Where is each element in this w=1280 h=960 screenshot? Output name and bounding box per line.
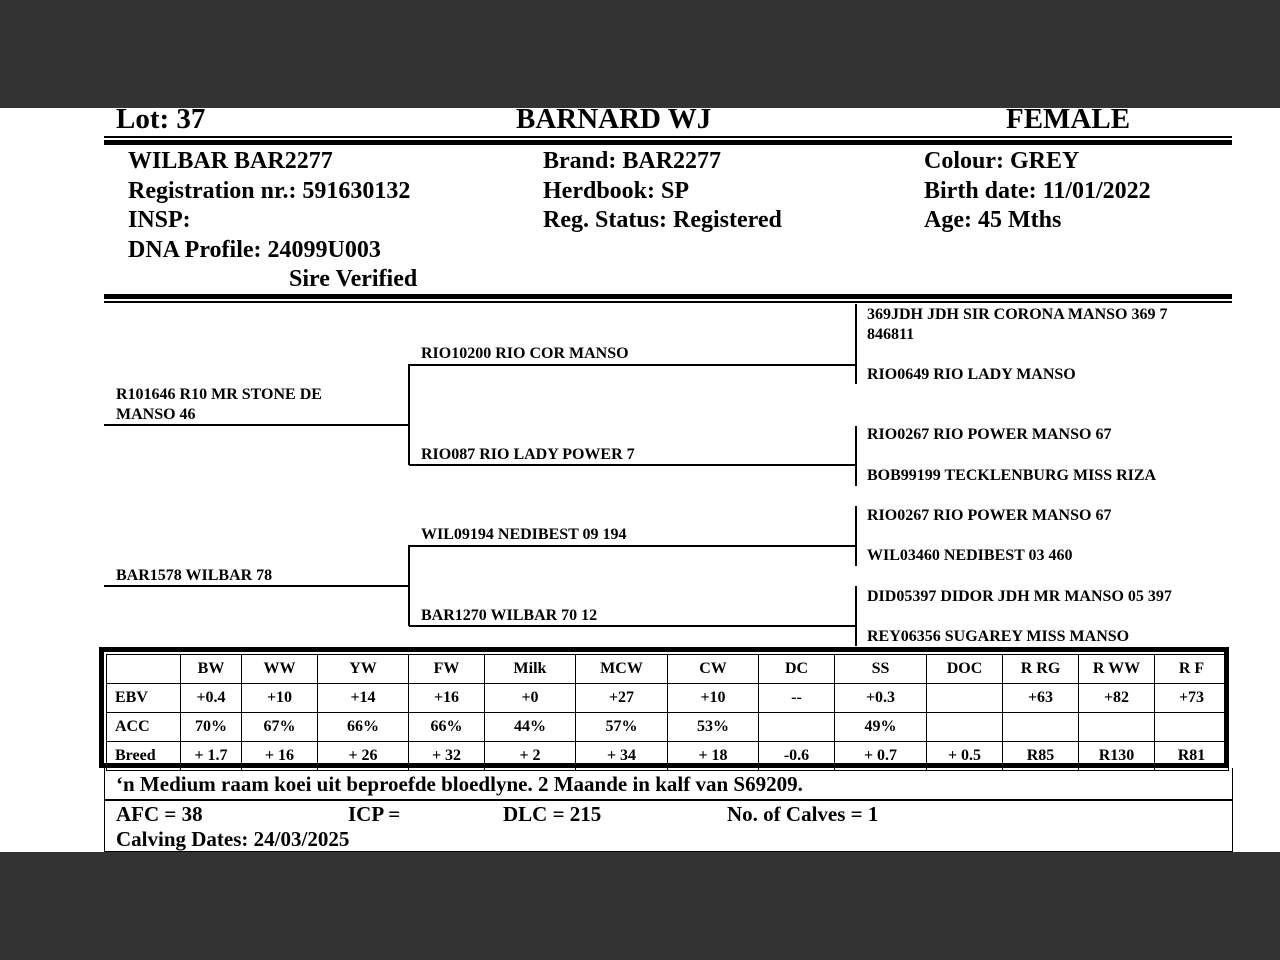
row-header: EBV <box>107 684 181 713</box>
calving-dates: Calving Dates: 24/03/2025 <box>116 827 350 851</box>
dam-sire: WIL09194 NEDIBEST 09 194 <box>421 526 627 543</box>
dam: BAR1578 WILBAR 78 <box>116 567 273 584</box>
table-cell: + 0.5 <box>927 742 1003 771</box>
table-cell: + 16 <box>242 742 318 771</box>
info-rule-thin <box>104 301 1232 303</box>
column-header <box>107 655 181 684</box>
pedigree-line <box>409 545 856 547</box>
table-cell: 66% <box>318 713 409 742</box>
row-header: Breed <box>107 742 181 771</box>
table-cell: 67% <box>242 713 318 742</box>
sire-sire: RIO10200 RIO COR MANSO <box>421 345 629 362</box>
table-cell: 66% <box>409 713 485 742</box>
info-rule-thick <box>104 294 1232 299</box>
pedigree-bracket <box>408 364 410 465</box>
table-cell: -- <box>759 684 835 713</box>
icp-value: ICP = <box>348 802 401 826</box>
owner-name: BARNARD WJ <box>516 108 712 135</box>
ebv-header-row <box>107 655 1229 684</box>
header-rule-thick <box>104 140 1232 145</box>
table-cell: +0 <box>485 684 576 713</box>
column-header: R F <box>1155 655 1229 684</box>
brand: Brand: BAR2277 <box>543 148 722 174</box>
dam-dam: BAR1270 WILBAR 70 12 <box>421 607 598 624</box>
column-header: DC <box>759 655 835 684</box>
table-cell: + 34 <box>576 742 668 771</box>
row-header: ACC <box>107 713 181 742</box>
table-cell: +16 <box>409 684 485 713</box>
table-cell: 57% <box>576 713 668 742</box>
column-header: R WW <box>1079 655 1155 684</box>
table-cell: 53% <box>668 713 759 742</box>
age: Age: 45 Mths <box>924 207 1062 233</box>
comment-text: ‘n Medium raam koei uit beproefde bloedlyne. 2 Maande in kalf van S69209. <box>116 772 803 796</box>
pedigree-bracket <box>855 426 857 486</box>
table-cell: +14 <box>318 684 409 713</box>
table-cell: +63 <box>1003 684 1079 713</box>
table-cell: + 2 <box>485 742 576 771</box>
column-header: YW <box>318 655 409 684</box>
table-cell: +10 <box>668 684 759 713</box>
column-header: R RG <box>1003 655 1079 684</box>
column-header: WW <box>242 655 318 684</box>
table-cell: +0.3 <box>835 684 927 713</box>
footer-divider <box>104 799 1233 801</box>
pedigree-bracket <box>855 586 857 646</box>
table-cell: R85 <box>1003 742 1079 771</box>
table-cell <box>927 684 1003 713</box>
table-cell: -0.6 <box>759 742 835 771</box>
insp-label: INSP: <box>128 207 191 233</box>
table-cell: +73 <box>1155 684 1229 713</box>
gg-sire-sire-dam: RIO0649 RIO LADY MANSO <box>867 366 1076 383</box>
table-cell: + 18 <box>668 742 759 771</box>
column-header: DOC <box>927 655 1003 684</box>
acc-row <box>107 713 1229 742</box>
ebv-table <box>106 654 1229 771</box>
table-cell: + 1.7 <box>181 742 242 771</box>
pedigree-bracket <box>855 304 857 384</box>
birth-date: Birth date: 11/01/2022 <box>924 178 1151 204</box>
registration-number: Registration nr.: 591630132 <box>128 178 411 204</box>
gg-sire-sire-sire: 369JDH JDH SIR CORONA MANSO 369 7 846811 <box>867 306 1168 343</box>
afc-value: AFC = 38 <box>116 802 203 826</box>
table-cell: 44% <box>485 713 576 742</box>
table-cell: + 32 <box>409 742 485 771</box>
column-header: BW <box>181 655 242 684</box>
table-cell: +0.4 <box>181 684 242 713</box>
table-cell: R81 <box>1155 742 1229 771</box>
table-cell <box>927 713 1003 742</box>
sire-dam: RIO087 RIO LADY POWER 7 <box>421 446 635 463</box>
column-header: SS <box>835 655 927 684</box>
pedigree-line <box>409 364 856 366</box>
gg-dam-dam-dam: REY06356 SUGAREY MISS MANSO <box>867 628 1130 645</box>
dlc-value: DLC = 215 <box>503 802 602 826</box>
gg-sire-dam-dam: BOB99199 TECKLENBURG MISS RIZA <box>867 467 1157 484</box>
table-cell <box>1155 713 1229 742</box>
calves-count: No. of Calves = 1 <box>727 802 879 826</box>
table-cell: + 26 <box>318 742 409 771</box>
header-rule-thin <box>104 136 1232 138</box>
breed-row <box>107 742 1229 771</box>
pedigree-bracket <box>855 506 857 566</box>
lot-sheet <box>0 108 1280 852</box>
gg-dam-sire-sire: RIO0267 RIO POWER MANSO 67 <box>867 507 1112 524</box>
table-cell: R130 <box>1079 742 1155 771</box>
column-header: CW <box>668 655 759 684</box>
sire-verified: Sire Verified <box>289 266 418 292</box>
table-cell <box>1079 713 1155 742</box>
ebv-row <box>107 684 1229 713</box>
column-header: MCW <box>576 655 668 684</box>
table-cell <box>759 713 835 742</box>
animal-name: WILBAR BAR2277 <box>128 148 333 174</box>
sex-label: FEMALE <box>1006 108 1131 135</box>
column-header: Milk <box>485 655 576 684</box>
sire: R101646 R10 MR STONE DE MANSO 46 <box>116 386 322 423</box>
reg-status: Reg. Status: Registered <box>543 207 782 233</box>
table-cell <box>1003 713 1079 742</box>
lot-number: Lot: 37 <box>116 108 206 135</box>
table-cell: +10 <box>242 684 318 713</box>
gg-sire-dam-sire: RIO0267 RIO POWER MANSO 67 <box>867 426 1112 443</box>
table-cell: +82 <box>1079 684 1155 713</box>
table-cell: + 0.7 <box>835 742 927 771</box>
colour: Colour: GREY <box>924 148 1080 174</box>
herdbook: Herdbook: SP <box>543 178 690 204</box>
pedigree-bracket <box>408 545 410 626</box>
table-cell: +27 <box>576 684 668 713</box>
gg-dam-dam-sire: DID05397 DIDOR JDH MR MANSO 05 397 <box>867 588 1172 605</box>
table-cell: 70% <box>181 713 242 742</box>
gg-dam-sire-dam: WIL03460 NEDIBEST 03 460 <box>867 547 1073 564</box>
column-header: FW <box>409 655 485 684</box>
table-cell: 49% <box>835 713 927 742</box>
dna-profile: DNA Profile: 24099U003 <box>128 237 381 263</box>
